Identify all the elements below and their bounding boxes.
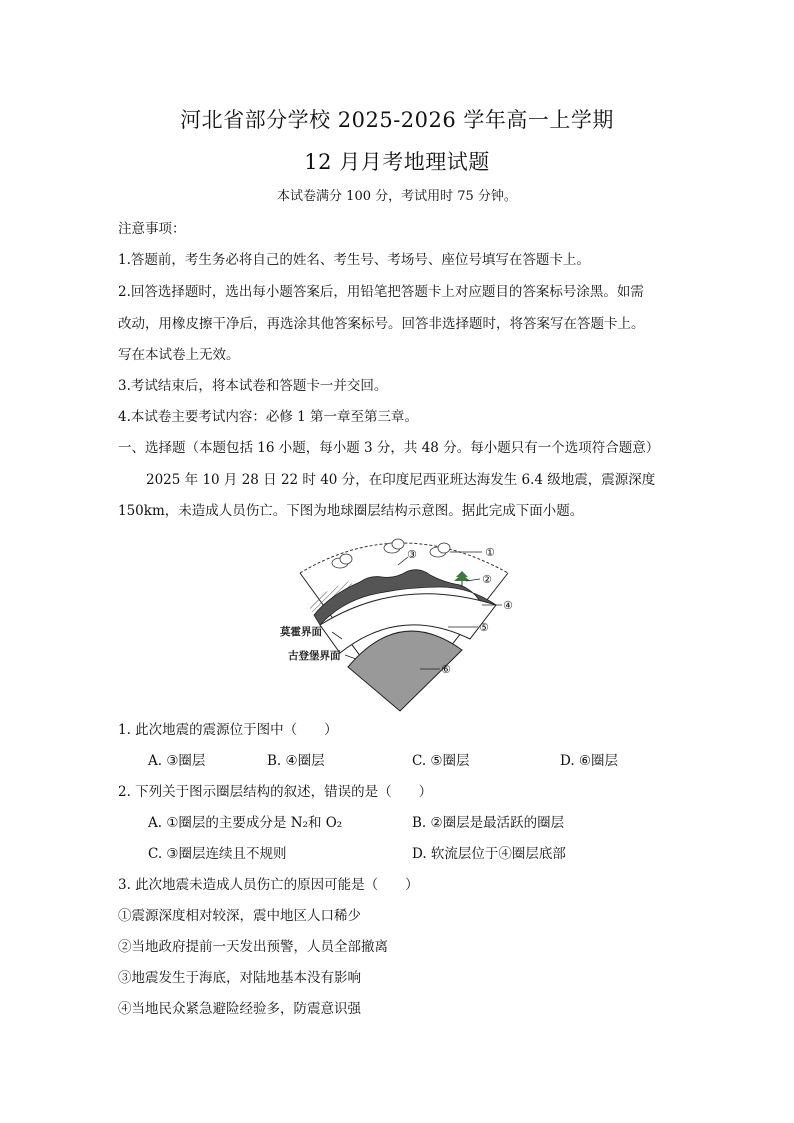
notes-item-4: 4.本试卷主要考试内容：必修 1 第一章至第三章。 — [118, 409, 419, 425]
notes-item-2-line2: 改动，用橡皮擦干净后，再选涂其他答案标号。回答非选择题时，将答案写在答题卡上。 — [118, 316, 645, 332]
question-3-statement-4: ④当地民众紧急避险经验多，防震意识强 — [118, 1001, 361, 1017]
moho-label: 莫霍界面 — [280, 626, 322, 638]
question-1-option-c[interactable]: C. ⑤圈层 — [412, 753, 470, 769]
exam-title-line1: 河北省部分学校 2025-2026 学年高一上学期 — [180, 108, 614, 132]
question-1-option-d[interactable]: D. ⑥圈层 — [560, 753, 619, 769]
question-2-option-b[interactable]: B. ②圈层是最活跃的圈层 — [412, 815, 565, 831]
intro-line-1: 2025 年 10 月 28 日 22 时 40 分，在印度尼西亚班达海发生 6.4 级地震，震源深度 — [146, 472, 656, 488]
marker-6: ⑥ — [441, 663, 451, 676]
gutenberg-label: 古登堡界面 — [288, 650, 341, 662]
question-2-stem: 2. 下列关于图示圈层结构的叙述，错误的是（ ） — [118, 784, 433, 800]
exam-title-line2: 12 月月考地理试题 — [304, 150, 490, 174]
question-3-statement-2: ②当地政府提前一天发出预警，人员全部撤离 — [118, 939, 388, 955]
marker-1: ① — [485, 546, 495, 559]
notes-item-1: 1.答题前，考生务必将自己的姓名、考生号、考场号、座位号填写在答题卡上。 — [118, 252, 590, 268]
intro-line-2: 150km，未造成人员伤亡。下图为地球圈层结构示意图。据此完成下面小题。 — [118, 503, 584, 519]
question-2-option-a[interactable]: A. ①圈层的主要成分是 N₂和 O₂ — [148, 815, 343, 831]
marker-2: ② — [482, 573, 492, 586]
earth-layers-diagram — [270, 535, 530, 715]
earth-layers-figure — [270, 535, 530, 715]
atmosphere-boundary — [300, 543, 508, 573]
cloud-icon — [332, 539, 450, 568]
question-2-option-c[interactable]: C. ③圈层连续且不规则 — [148, 846, 287, 862]
marker-3: ③ — [407, 548, 417, 561]
question-1-option-b[interactable]: B. ④圈层 — [267, 753, 325, 769]
notes-heading: 注意事项： — [118, 221, 186, 237]
question-1-option-a[interactable]: A. ③圈层 — [148, 753, 206, 769]
notes-item-2-line3: 写在本试卷上无效。 — [118, 347, 240, 363]
question-3-statement-1: ①震源深度相对较深，震中地区人口稀少 — [118, 908, 361, 924]
section-heading: 一、选择题（本题包括 16 小题，每小题 3 分，共 48 分。每小题只有一个选项符合题意） — [118, 440, 660, 456]
notes-item-3: 3.考试结束后，将本试卷和答题卡一并交回。 — [118, 378, 388, 394]
question-3-statement-3: ③地震发生于海底，对陆地基本没有影响 — [118, 970, 361, 986]
notes-item-2-line1: 2.回答选择题时，选出每小题答案后，用铅笔把答题卡上对应题目的答案标号涂黑。如需 — [118, 284, 644, 300]
exam-meta: 本试卷满分 100 分，考试用时 75 分钟。 — [277, 189, 517, 204]
question-3-stem: 3. 此次地震未造成人员伤亡的原因可能是（ ） — [118, 877, 419, 893]
marker-5: ⑤ — [479, 621, 489, 634]
question-2-option-d[interactable]: D. 软流层位于④圈层底部 — [412, 846, 566, 862]
marker-4: ④ — [503, 599, 513, 612]
question-1-stem: 1. 此次地震的震源位于图中（ ） — [118, 722, 338, 738]
